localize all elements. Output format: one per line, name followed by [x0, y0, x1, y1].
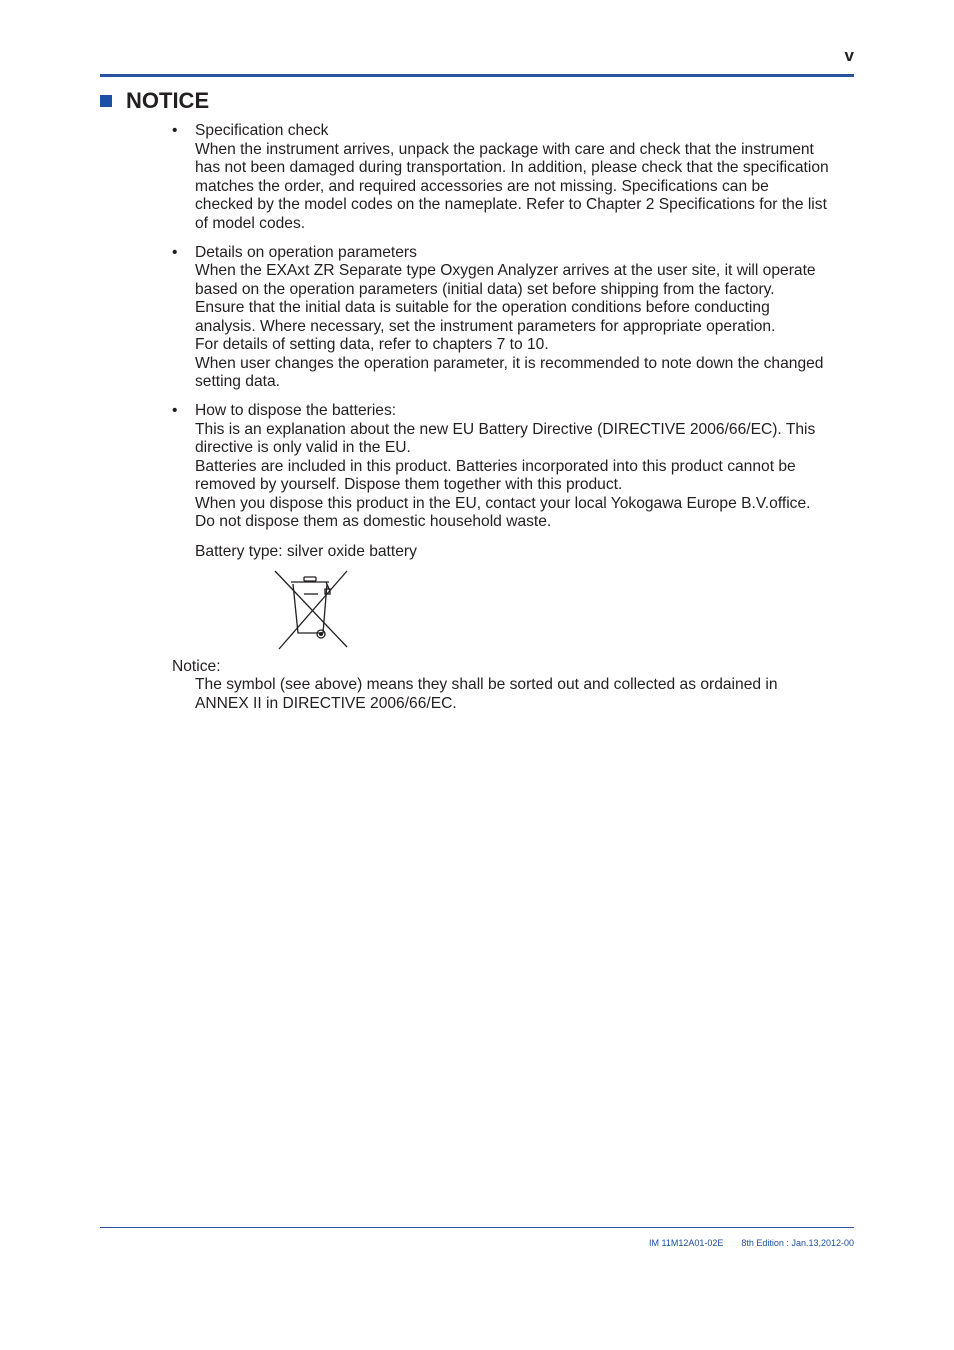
section-title-text: NOTICE: [126, 88, 210, 113]
paragraph-line: This is an explanation about the new EU Battery Directive (DIRECTIVE 2006/66/EC). This: [195, 420, 816, 438]
paragraph-line: The symbol (see above) means they shall be sorted out and collected as ordained in: [195, 676, 778, 693]
paragraph-line: matches the order, and required accessories are not missing. Specifications can be: [195, 177, 769, 195]
paragraph-line: directive is only valid in the EU.: [195, 439, 411, 456]
bullet-heading: Specification check: [195, 122, 329, 139]
crossed-out-wheelie-bin-icon: [271, 569, 351, 651]
paragraph-line: When the instrument arrives, unpack the package with care and check that the instrument: [195, 140, 814, 158]
paragraph-line: Do not dispose them as domestic household waste.: [195, 513, 552, 530]
paragraph-line: Ensure that the initial data is suitable for the operation conditions before conducting: [195, 299, 770, 316]
paragraph-line: analysis. Where necessary, set the instrument parameters for appropriate operation.: [195, 317, 776, 335]
paragraph-line: checked by the model codes on the nameplate. Refer to Chapter 2 Specifications for the list: [195, 196, 827, 213]
paragraph-line: For details of setting data, refer to chapters 7 to 10.: [195, 336, 549, 353]
paragraph-line: based on the operation parameters (initial data) set before shipping from the factory.: [195, 280, 775, 298]
paragraph-line: Batteries are included in this product. Batteries incorporated into this product cannot be: [195, 457, 796, 475]
bullet-dot-icon: •: [172, 122, 178, 139]
paragraph-line: When the EXAxt ZR Separate type Oxygen Analyzer arrives at the user site, it will operate: [195, 262, 816, 279]
top-rule: [100, 74, 854, 77]
bottom-rule: [100, 1227, 854, 1228]
battery-type: Battery type: silver oxide battery: [195, 542, 417, 560]
paragraph-line: of model codes.: [195, 214, 306, 232]
bullet-dot-icon: •: [172, 243, 178, 261]
square-bullet-icon: [100, 95, 112, 107]
paragraph-line: ANNEX II in DIRECTIVE 2006/66/EC.: [195, 694, 457, 712]
notice-body: [172, 676, 862, 713]
footer-doc-id: IM 11M12A01-02E: [649, 1238, 724, 1248]
bullet-item-batteries: [172, 402, 862, 651]
content: [172, 122, 862, 713]
bullet-heading: Details on operation parameters: [195, 243, 417, 261]
bullet-item-operation-parameters: [172, 244, 862, 392]
bullet-item-specification: [172, 122, 862, 233]
bullet-heading: How to dispose the batteries:: [195, 402, 397, 419]
paragraph-line: When you dispose this product in the EU, contact your local Yokogawa Europe B.V.office.: [195, 494, 811, 512]
notice-label: Notice:: [172, 657, 221, 675]
page-number: v: [844, 46, 854, 65]
footer: [649, 1238, 854, 1248]
paragraph-line: When user changes the operation parameter, it is recommended to note down the changed: [195, 354, 824, 372]
paragraph-line: removed by yourself. Dispose them together with this product.: [195, 476, 623, 493]
paragraph-line: setting data.: [195, 373, 280, 390]
section-title: [100, 88, 209, 114]
bullet-dot-icon: •: [172, 402, 178, 419]
footer-edition: 8th Edition : Jan.13,2012-00: [741, 1238, 854, 1248]
paragraph-line: has not been damaged during transportation. In addition, please check that the specification: [195, 159, 829, 176]
